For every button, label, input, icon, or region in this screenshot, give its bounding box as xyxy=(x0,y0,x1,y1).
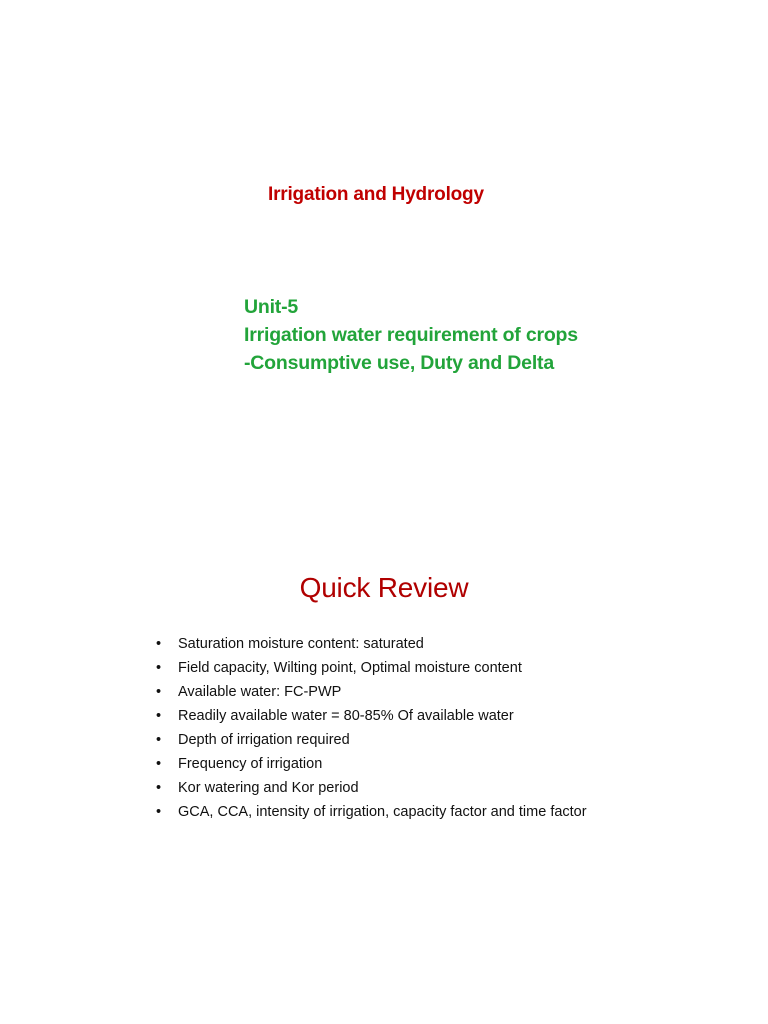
bullet-icon: • xyxy=(156,804,162,820)
list-item xyxy=(156,658,596,679)
review-bullet-list xyxy=(156,634,596,826)
bullet-icon: • xyxy=(156,684,162,700)
unit-topic: Irrigation water requirement of crops xyxy=(244,324,578,346)
bullet-icon: • xyxy=(156,660,162,676)
bullet-icon: • xyxy=(156,732,162,748)
list-item xyxy=(156,706,596,727)
list-item-text: GCA, CCA, intensity of irrigation, capacity factor and time factor xyxy=(178,804,587,820)
list-item xyxy=(156,778,596,799)
list-item-text: Kor watering and Kor period xyxy=(178,780,359,796)
list-item xyxy=(156,754,596,775)
bullet-icon: • xyxy=(156,636,162,652)
list-item-text: Available water: FC-PWP xyxy=(178,684,342,700)
unit-heading-block xyxy=(244,293,664,377)
list-item xyxy=(156,730,596,751)
list-item-text: Saturation moisture content: saturated xyxy=(178,636,424,652)
bullet-icon: • xyxy=(156,708,162,724)
quick-review-title: Quick Review xyxy=(299,572,469,603)
unit-number: Unit-5 xyxy=(244,296,299,318)
bullet-icon: • xyxy=(156,780,162,796)
list-item xyxy=(156,682,596,703)
bullet-icon: • xyxy=(156,756,162,772)
list-item-text: Field capacity, Wilting point, Optimal moisture content xyxy=(178,660,522,676)
list-item xyxy=(156,634,596,655)
course-title: Irrigation and Hydrology xyxy=(268,184,484,205)
list-item-text: Frequency of irrigation xyxy=(178,756,323,772)
unit-subtopic: -Consumptive use, Duty and Delta xyxy=(244,352,554,374)
list-item-text: Readily available water = 80-85% Of available water xyxy=(178,708,514,724)
list-item-text: Depth of irrigation required xyxy=(178,732,350,748)
list-item xyxy=(156,802,596,823)
